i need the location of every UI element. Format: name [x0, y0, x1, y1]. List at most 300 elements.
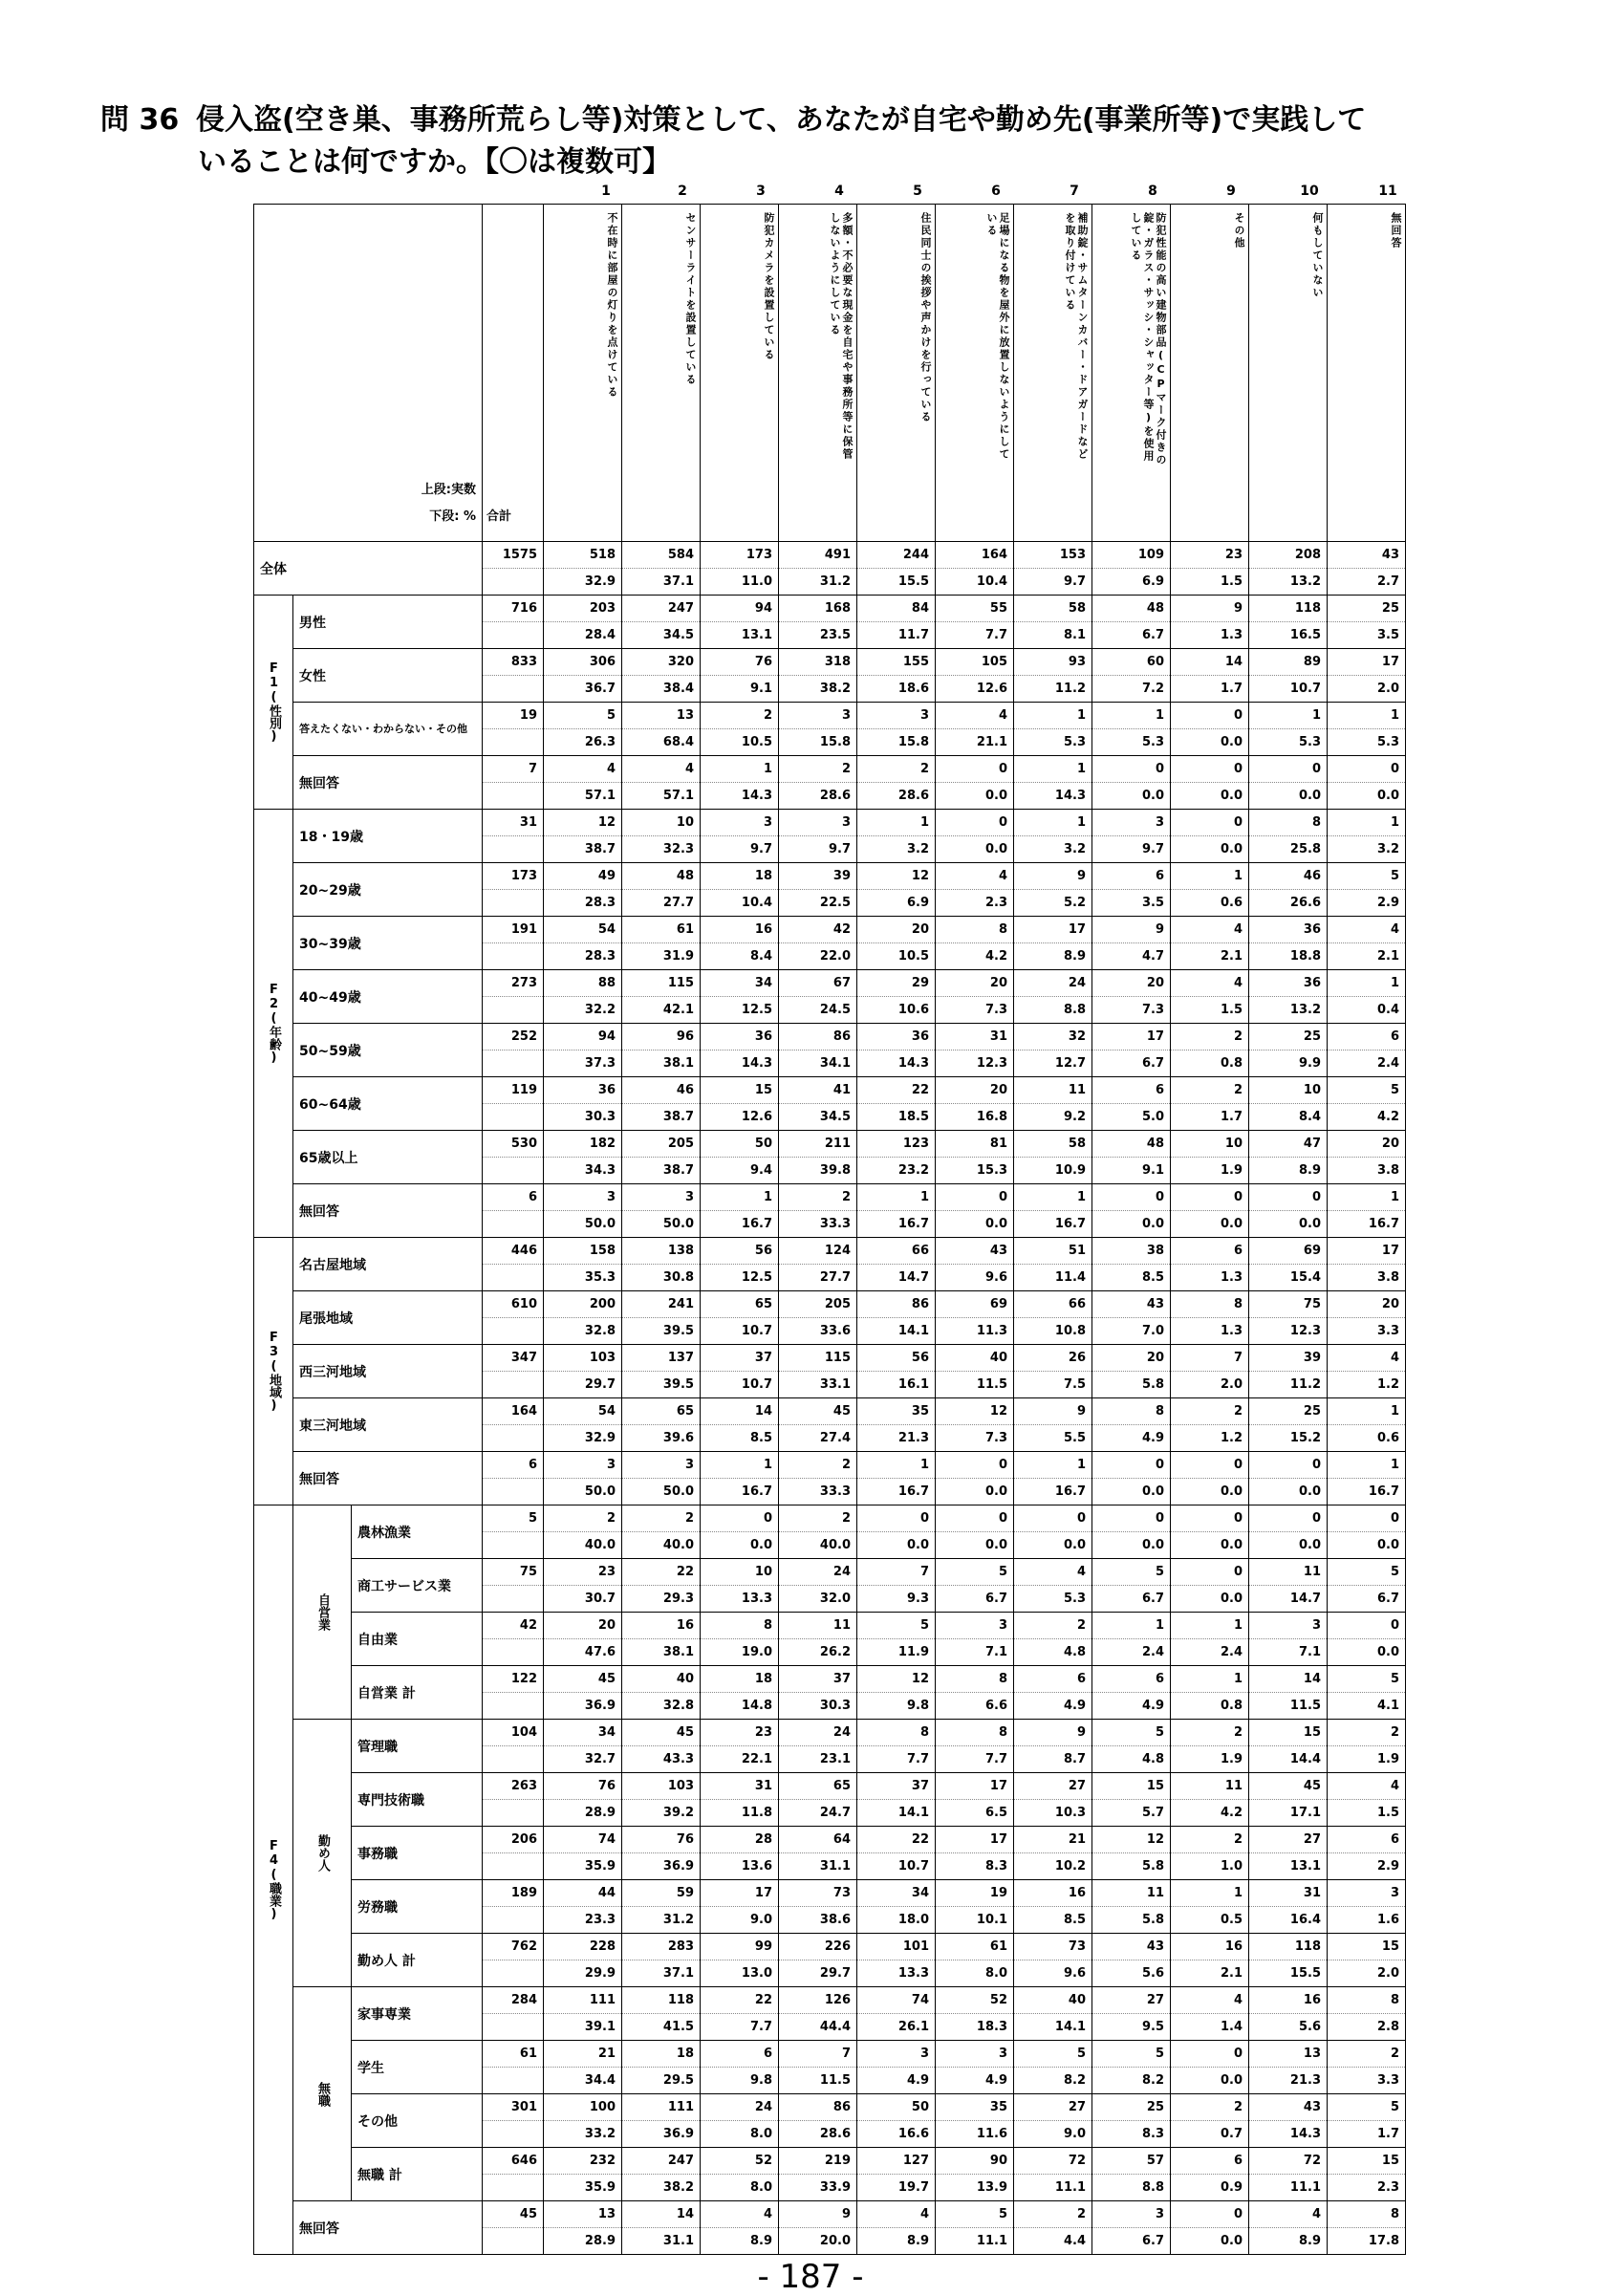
data-cell: [1014, 1398, 1092, 1452]
percent-value: 9.7: [1014, 568, 1091, 595]
count-value: 232: [589, 2154, 616, 2168]
question-text-line1: 侵入盗(空き巣、事務所荒らし等)対策として、あなたが自宅や勤め先(事業所等)で実践して: [196, 103, 1367, 137]
data-cell: [544, 863, 622, 917]
data-cell: [1249, 1505, 1328, 1559]
data-cell: [1014, 1131, 1092, 1184]
percent-value: 8.0: [701, 2120, 778, 2147]
count-value: 20: [1146, 1351, 1164, 1365]
row-label: 西三河地域: [293, 1345, 483, 1398]
percent-value: 16.4: [1249, 1906, 1327, 1933]
data-cell: [1328, 1880, 1406, 1934]
data-cell: [1249, 1827, 1328, 1880]
percent-value: 0.0: [857, 1531, 935, 1558]
data-cell: [544, 1398, 622, 1452]
percent-value: 37.1: [622, 1960, 700, 1986]
data-cell: [857, 863, 936, 917]
data-cell: [936, 1077, 1014, 1131]
count-value: 49: [597, 869, 616, 883]
percent-value: 8.0: [936, 1960, 1013, 1986]
count-value: 4: [1076, 1565, 1086, 1579]
column-header: [1171, 205, 1249, 542]
percent-value: 26.1: [857, 2013, 935, 2040]
data-cell: [701, 2041, 779, 2094]
count-value: 318: [824, 655, 851, 669]
percent-value: 0.0: [1092, 1531, 1170, 1558]
data-cell: [1014, 1720, 1092, 1773]
count-value: 0: [1233, 2207, 1243, 2221]
data-cell: [1014, 2041, 1092, 2094]
total-pct-blank: [483, 1692, 543, 1719]
count-value: 36: [911, 1029, 929, 1044]
percent-value: 10.5: [701, 728, 778, 755]
percent-value: 0.0: [1171, 728, 1248, 755]
data-cell: [701, 542, 779, 596]
total-pct-blank: [483, 782, 543, 809]
count-value: 4: [998, 869, 1007, 883]
percent-value: 4.9: [936, 2067, 1013, 2093]
percent-value: 6.7: [1092, 621, 1170, 648]
table-row: [254, 1773, 1406, 1827]
data-cell: [1092, 1184, 1171, 1238]
data-cell: [1092, 649, 1171, 703]
percent-value: 5.8: [1092, 1371, 1170, 1397]
percent-value: 43.3: [622, 1745, 700, 1772]
data-cell: [701, 1934, 779, 1987]
count-value: 16: [676, 1618, 694, 1633]
count-value: 73: [832, 1886, 851, 1900]
data-cell: [936, 1024, 1014, 1077]
count-value: 40: [989, 1351, 1007, 1365]
data-cell: [1249, 1452, 1328, 1505]
data-cell: [936, 2148, 1014, 2201]
percent-value: 0.0: [936, 782, 1013, 809]
count-value: 5: [1390, 1565, 1399, 1579]
data-cell: [1171, 1934, 1249, 1987]
count-value: 1: [1076, 1190, 1086, 1204]
count-value: 56: [911, 1351, 929, 1365]
percent-value: 2.9: [1328, 1852, 1405, 1879]
count-value: 100: [589, 2100, 616, 2114]
count-value: 15: [1303, 1725, 1321, 1740]
count-value: 0: [1155, 1458, 1164, 1472]
percent-value: 50.0: [622, 1210, 700, 1237]
count-value: 24: [754, 2100, 772, 2114]
total-cell: [483, 1827, 544, 1880]
count-value: 111: [667, 2100, 694, 2114]
count-value: 13: [597, 2207, 616, 2221]
data-cell: [936, 649, 1014, 703]
data-cell: [857, 596, 936, 649]
count-value: 1: [1233, 1886, 1243, 1900]
count-value: 20: [1381, 1297, 1399, 1311]
data-cell: [936, 2201, 1014, 2255]
percent-value: 2.7: [1328, 568, 1405, 595]
percent-value: 26.2: [779, 1638, 856, 1665]
column-header-text: 無回答: [1390, 212, 1402, 249]
count-value: 65: [832, 1779, 851, 1793]
page-number: - 187 -: [757, 2258, 864, 2296]
group-label-text: F1(性別): [267, 661, 281, 744]
percent-value: 27.4: [779, 1424, 856, 1451]
count-value: 34: [597, 1725, 616, 1740]
percent-value: 16.8: [936, 1103, 1013, 1130]
data-cell: [779, 1987, 857, 2041]
count-value: 12: [597, 815, 616, 830]
total-pct-blank: [483, 996, 543, 1023]
percent-value: 9.5: [1092, 2013, 1170, 2040]
total-count: 833: [510, 655, 537, 669]
question-number: 問 36: [100, 103, 180, 137]
data-cell: [936, 810, 1014, 863]
percent-value: 3.2: [1328, 835, 1405, 862]
table-row: [254, 863, 1406, 917]
percent-value: 14.3: [1014, 782, 1091, 809]
data-cell: [779, 1880, 857, 1934]
data-cell: [936, 1613, 1014, 1666]
percent-value: 16.7: [1014, 1478, 1091, 1505]
percent-value: 30.3: [544, 1103, 621, 1130]
data-cell: [622, 2148, 701, 2201]
data-cell: [544, 1987, 622, 2041]
percent-value: 18.0: [857, 1906, 935, 1933]
data-cell: [1249, 542, 1328, 596]
total-cell: [483, 1024, 544, 1077]
data-cell: [857, 1559, 936, 1613]
percent-value: 1.2: [1171, 1424, 1248, 1451]
percent-value: 21.3: [1249, 2067, 1327, 2093]
count-value: 43: [1303, 2100, 1321, 2114]
data-cell: [544, 1505, 622, 1559]
data-cell: [544, 1613, 622, 1666]
count-value: 93: [1068, 655, 1086, 669]
percent-value: 10.4: [701, 889, 778, 916]
count-value: 54: [597, 922, 616, 937]
table-row: [254, 970, 1406, 1024]
data-cell: [1171, 1666, 1249, 1720]
count-value: 94: [754, 601, 772, 616]
count-value: 3: [919, 2047, 929, 2061]
total-cell: [483, 596, 544, 649]
table-row: [254, 1559, 1406, 1613]
data-cell: [857, 2041, 936, 2094]
count-value: 205: [667, 1137, 694, 1151]
data-cell: [1014, 649, 1092, 703]
data-cell: [544, 2041, 622, 2094]
data-cell: [544, 1880, 622, 1934]
count-value: 65: [676, 1404, 694, 1419]
data-cell: [1328, 1077, 1406, 1131]
percent-value: 5.2: [1014, 889, 1091, 916]
data-cell: [779, 1452, 857, 1505]
percent-value: 38.1: [622, 1638, 700, 1665]
table-row: [254, 2148, 1406, 2201]
row-label: 労務職: [352, 1880, 483, 1934]
percent-value: 0.0: [1249, 782, 1327, 809]
data-cell: [622, 917, 701, 970]
data-cell: [1249, 1773, 1328, 1827]
count-value: 36: [754, 1029, 772, 1044]
count-value: 8: [1390, 2207, 1399, 2221]
percent-value: 16.7: [857, 1210, 935, 1237]
percent-value: 14.8: [701, 1692, 778, 1719]
data-cell: [1092, 1773, 1171, 1827]
percent-value: 2.1: [1328, 942, 1405, 969]
count-value: 20: [597, 1618, 616, 1633]
percent-value: 10.6: [857, 996, 935, 1023]
count-value: 48: [1146, 601, 1164, 616]
percent-value: 39.5: [622, 1371, 700, 1397]
percent-value: 9.2: [1014, 1103, 1091, 1130]
data-cell: [622, 542, 701, 596]
percent-value: 1.9: [1171, 1157, 1248, 1183]
percent-value: 38.6: [779, 1906, 856, 1933]
percent-value: 15.8: [779, 728, 856, 755]
percent-value: 8.5: [1014, 1906, 1091, 1933]
count-value: 3: [763, 815, 772, 830]
count-value: 241: [667, 1297, 694, 1311]
percent-value: 16.7: [701, 1478, 778, 1505]
data-cell: [1328, 2201, 1406, 2255]
column-number: 10: [1300, 184, 1319, 199]
percent-value: 25.8: [1249, 835, 1327, 862]
percent-value: 0.5: [1171, 1906, 1248, 1933]
data-cell: [622, 1559, 701, 1613]
data-cell: [936, 1345, 1014, 1398]
percent-value: 19.0: [701, 1638, 778, 1665]
row-label: 無回答: [293, 1452, 483, 1505]
count-value: 6: [1155, 1672, 1164, 1686]
count-value: 14: [754, 1404, 772, 1419]
percent-value: 15.5: [1249, 1960, 1327, 1986]
percent-value: 5.8: [1092, 1906, 1170, 1933]
data-cell: [1249, 917, 1328, 970]
column-header: [779, 205, 857, 542]
column-header: [1092, 205, 1171, 542]
count-value: 69: [989, 1297, 1007, 1311]
data-cell: [544, 2148, 622, 2201]
count-value: 6: [1155, 869, 1164, 883]
column-header-text: 防犯カメラを設置している: [763, 212, 775, 361]
percent-value: 50.0: [622, 1478, 700, 1505]
count-value: 47: [1303, 1137, 1321, 1151]
percent-value: 0.0: [1092, 782, 1170, 809]
percent-value: 32.7: [544, 1745, 621, 1772]
count-value: 86: [911, 1297, 929, 1311]
percent-value: 35.9: [544, 1852, 621, 1879]
percent-value: 10.5: [857, 942, 935, 969]
count-value: 2: [1390, 1725, 1399, 1740]
count-value: 2: [1233, 1083, 1243, 1097]
data-cell: [779, 542, 857, 596]
count-value: 2: [841, 1190, 851, 1204]
data-cell: [1092, 2148, 1171, 2201]
count-value: 66: [911, 1244, 929, 1258]
percent-value: 23.1: [779, 1745, 856, 1772]
count-value: 20: [1381, 1137, 1399, 1151]
percent-value: 4.2: [936, 942, 1013, 969]
percent-value: 9.8: [857, 1692, 935, 1719]
data-cell: [1249, 2148, 1328, 2201]
data-cell: [1171, 1987, 1249, 2041]
percent-value: 34.5: [622, 621, 700, 648]
column-numbers: [0, 184, 1621, 201]
count-value: 2: [1233, 1029, 1243, 1044]
data-cell: [1249, 1559, 1328, 1613]
data-cell: [1092, 1024, 1171, 1077]
table-row: [254, 756, 1406, 810]
total-cell: [483, 2201, 544, 2255]
percent-value: 36.7: [544, 675, 621, 702]
count-value: 5: [606, 708, 616, 723]
percent-value: 0.0: [1249, 1210, 1327, 1237]
data-cell: [1328, 2041, 1406, 2094]
row-label: 学生: [352, 2041, 483, 2094]
data-cell: [622, 756, 701, 810]
data-cell: [1171, 2148, 1249, 2201]
percent-value: 30.7: [544, 1585, 621, 1612]
row-label: 管理職: [352, 1720, 483, 1773]
percent-value: 32.3: [622, 835, 700, 862]
count-value: 4: [763, 2207, 772, 2221]
total-cell: [483, 756, 544, 810]
group-label: [254, 596, 293, 810]
percent-value: 13.3: [701, 1585, 778, 1612]
data-cell: [857, 1827, 936, 1880]
data-cell: [1014, 1077, 1092, 1131]
percent-value: 38.1: [622, 1050, 700, 1076]
count-value: 22: [676, 1565, 694, 1579]
table-row: [254, 2041, 1406, 2094]
count-value: 4: [1311, 2207, 1321, 2221]
percent-value: 33.9: [779, 2174, 856, 2200]
percent-value: 34.4: [544, 2067, 621, 2093]
total-count: 122: [510, 1672, 537, 1686]
row-label: 男性: [293, 596, 483, 649]
count-value: 22: [911, 1083, 929, 1097]
total-count: 42: [519, 1618, 537, 1633]
total-count: 252: [510, 1029, 537, 1044]
table-row: [254, 1987, 1406, 2041]
count-value: 1: [1311, 708, 1321, 723]
data-cell: [779, 1184, 857, 1238]
percent-value: 3.8: [1328, 1264, 1405, 1290]
data-cell: [622, 1291, 701, 1345]
data-cell: [936, 1666, 1014, 1720]
count-value: 17: [989, 1832, 1007, 1847]
data-cell: [544, 917, 622, 970]
count-value: 115: [667, 976, 694, 990]
percent-value: 36.9: [622, 1852, 700, 1879]
count-value: 126: [824, 1993, 851, 2007]
percent-value: 10.9: [1014, 1157, 1091, 1183]
count-value: 173: [746, 548, 772, 562]
percent-value: 9.4: [701, 1157, 778, 1183]
header-corner: [254, 205, 483, 542]
percent-value: 28.6: [779, 2120, 856, 2147]
percent-value: 15.8: [857, 728, 935, 755]
data-cell: [544, 2094, 622, 2148]
percent-value: 7.7: [857, 1745, 935, 1772]
percent-value: 14.1: [1014, 2013, 1091, 2040]
count-value: 42: [832, 922, 851, 937]
total-pct-blank: [483, 1371, 543, 1397]
percent-value: 11.7: [857, 621, 935, 648]
data-cell: [936, 1398, 1014, 1452]
percent-value: 15.5: [857, 568, 935, 595]
total-cell: [483, 1077, 544, 1131]
count-value: 2: [841, 1511, 851, 1526]
count-value: 86: [832, 2100, 851, 2114]
row-label: 無回答: [293, 2201, 483, 2255]
total-cell: [483, 1773, 544, 1827]
data-cell: [779, 1559, 857, 1613]
percent-value: 0.0: [1249, 1531, 1327, 1558]
data-cell: [857, 1024, 936, 1077]
data-cell: [544, 1184, 622, 1238]
percent-value: 0.0: [1328, 782, 1405, 809]
total-count: 119: [510, 1083, 537, 1097]
total-pct-blank: [483, 889, 543, 916]
count-value: 1: [1076, 815, 1086, 830]
data-cell: [857, 542, 936, 596]
count-value: 58: [1068, 601, 1086, 616]
count-value: 5: [1390, 1672, 1399, 1686]
count-value: 118: [1294, 1939, 1321, 1954]
total-count: 530: [510, 1137, 537, 1151]
percent-value: 3.5: [1328, 621, 1405, 648]
count-value: 27: [1068, 2100, 1086, 2114]
data-cell: [857, 1131, 936, 1184]
percent-value: 6.7: [1092, 1585, 1170, 1612]
count-value: 6: [1390, 1832, 1399, 1847]
count-value: 182: [589, 1137, 616, 1151]
data-cell: [1014, 703, 1092, 756]
percent-value: 8.8: [1014, 996, 1091, 1023]
percent-value: 4.1: [1328, 1692, 1405, 1719]
column-header: [622, 205, 701, 542]
data-cell: [779, 1398, 857, 1452]
column-header-text: 多額・不必要な現金を自宅や事務所等に保管しないようにしている: [829, 212, 854, 461]
data-cell: [1328, 1131, 1406, 1184]
count-value: 11: [1146, 1886, 1164, 1900]
count-value: 4: [1233, 1993, 1243, 2007]
total-pct-blank: [483, 1531, 543, 1558]
count-value: 491: [824, 548, 851, 562]
count-value: 12: [911, 869, 929, 883]
count-value: 34: [911, 1886, 929, 1900]
percent-value: 2.3: [936, 889, 1013, 916]
percent-value: 29.3: [622, 1585, 700, 1612]
data-cell: [1249, 1024, 1328, 1077]
percent-value: 10.3: [1014, 1799, 1091, 1826]
count-value: 8: [1155, 1404, 1164, 1419]
data-cell: [1014, 863, 1092, 917]
percent-value: 1.5: [1171, 568, 1248, 595]
percent-value: 32.8: [544, 1317, 621, 1344]
count-value: 20: [989, 1083, 1007, 1097]
count-value: 75: [1303, 1297, 1321, 1311]
percent-value: 2.4: [1092, 1638, 1170, 1665]
count-value: 14: [1303, 1672, 1321, 1686]
data-cell: [1249, 1398, 1328, 1452]
percent-value: 10.7: [701, 1317, 778, 1344]
percent-value: 11.1: [936, 2227, 1013, 2254]
total-pct-blank: [483, 1424, 543, 1451]
count-value: 0: [1311, 1190, 1321, 1204]
percent-value: 1.5: [1328, 1799, 1405, 1826]
percent-value: 31.1: [622, 2227, 700, 2254]
count-value: 1: [763, 1458, 772, 1472]
